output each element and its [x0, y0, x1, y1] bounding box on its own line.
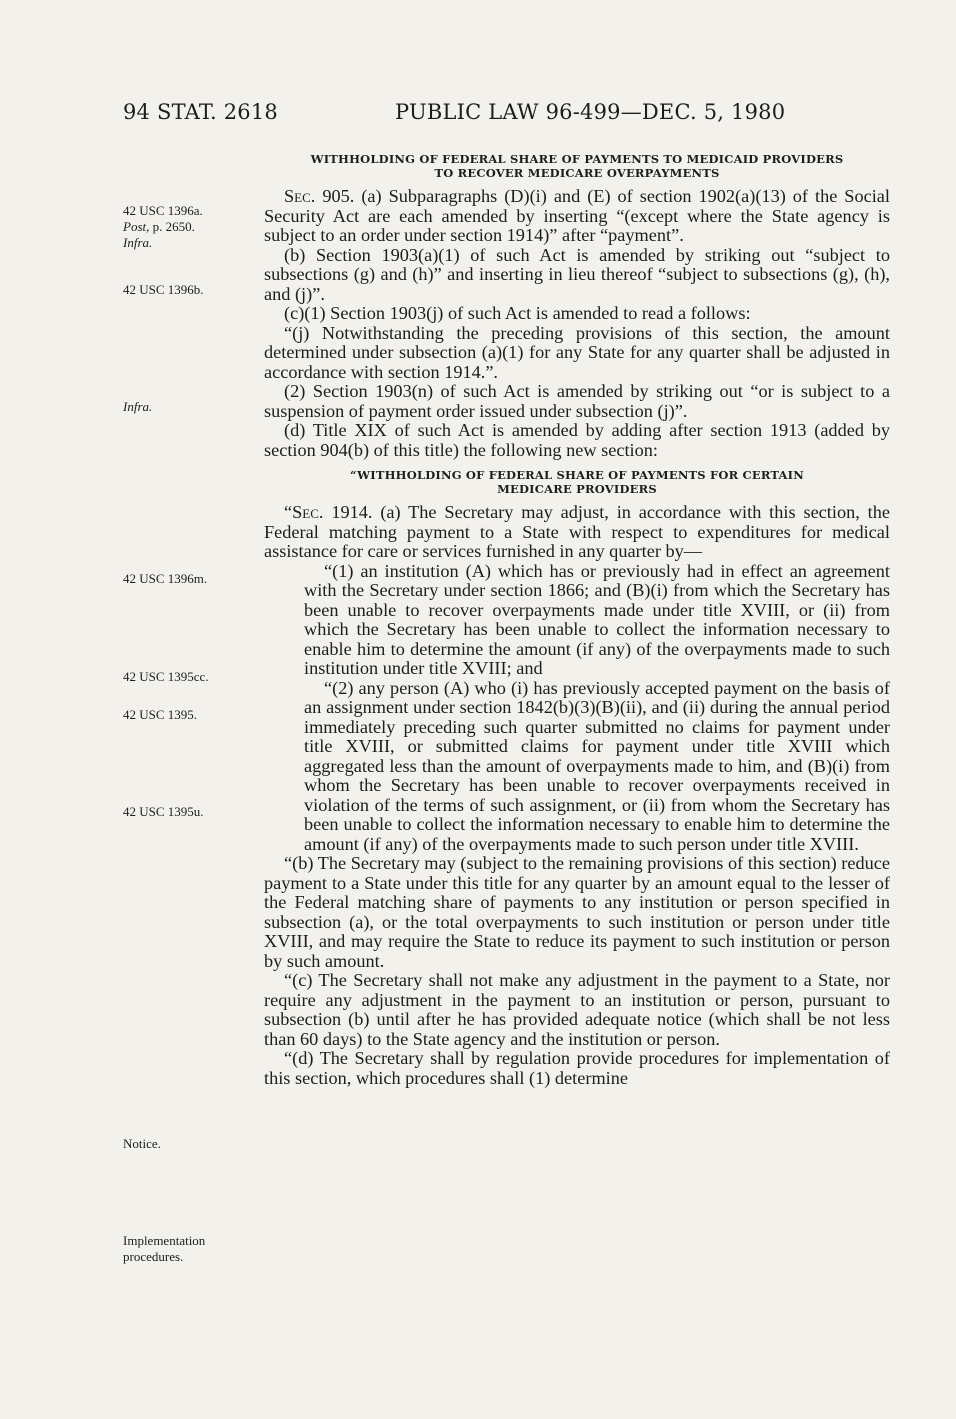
- section-905-paragraph-a: [264, 187, 890, 246]
- section-1914-paragraph-a2: “(2) any person (A) who (i) has previously accepted payment on the basis of an assignment under section 1842(b)(3)(B)(ii), and (ii) during the annual period immediately preceding such quarter submitted no claims for payment under title XVIII, or submitted claims for payment under title XVIII which aggregated less than the amount of overpayments made to him, and (B)(i) from whom the Secretary has been unable to recover overpayments received in violation of the terms of such assignment, or (ii) from whom the Secretary has been unable to collect the information necessary to enable him to determine the amount (if any) of the overpayments made to such person under title XVIII.: [304, 677, 890, 854]
- margin-note-42-usc-1396b: 42 USC 1396b.: [123, 282, 204, 297]
- section-1914-a-text: 1914. (a) The Secretary may adjust, in accordance with this section, the Federal matching payment to a State with respect to expenditures for medical assistance for care or services furnished in any quarter by—: [264, 502, 890, 561]
- margin-note-implementation: Implementation: [123, 1233, 206, 1248]
- margin-note-infra: Infra.: [123, 235, 153, 250]
- margin-note-post: [123, 219, 203, 235]
- statute-body: [264, 152, 890, 1088]
- public-law-reference: PUBLIC LAW 96-499—DEC. 5, 1980: [395, 100, 786, 124]
- section-1914-paragraph-a1: “(1) an institution (A) which has or previously had in effect an agreement with the Secretary under section 1866; and (B)(i) from which the Secretary has been unable to recover overpayments made under title XVIII, or (ii) from which the Secretary has been unable to collect the information necessary to enable him to determine the amount (if any) of the overpayments made to such institution under title XVIII; and: [304, 560, 890, 678]
- margin-note-implementation-procedures: [123, 1233, 205, 1265]
- margin-note-procedures: procedures.: [123, 1249, 184, 1264]
- section-905-paragraph-c1: (c)(1) Section 1903(j) of such Act is amended to read a follows:: [284, 303, 751, 323]
- section-1914-paragraph-a: [264, 503, 890, 562]
- margin-note-usc-1396a: 42 USC 1396a.: [123, 203, 203, 218]
- margin-note-notice: Notice.: [123, 1136, 161, 1151]
- section-1914-paragraph-c: “(c) The Secretary shall not make any adjustment in the payment to a State, nor require any adjustment in the payment to an institution or person, pursuant to subsection (b) until after he has provided adequate notice (which shall be not less than 60 days) to the State agency and the institution or person.: [264, 970, 890, 1049]
- section-1914-paragraph-b: “(b) The Secretary may (subject to the remaining provisions of this section) reduce payment to a State under this title for any quarter by an amount equal to the lesser of the Federal matching share of payments to any institution or person specified in subsection (a), or the total overpayments to such institution or person under title XVIII, and may require the State to reduce its payment to such institution or person by such amount.: [264, 853, 890, 971]
- margin-note-42-usc-1396m: 42 USC 1396m.: [123, 571, 208, 586]
- margin-note-42-usc-1395cc: 42 USC 1395cc.: [123, 669, 209, 684]
- section-1914-paragraph-d: “(d) The Secretary shall by regulation provide procedures for implementation of this section, which procedures shall (1) determine: [264, 1048, 890, 1088]
- sec-label: Sec.: [284, 186, 316, 206]
- margin-note-42-usc-1395u: 42 USC 1395u.: [123, 804, 204, 819]
- section-1914-heading: [264, 468, 890, 496]
- stat-reference: 94 STAT. 2618: [123, 100, 278, 124]
- section-905-paragraph-d: (d) Title XIX of such Act is amended by adding after section 1913 (added by section 904(b) of this title) the following new section:: [264, 420, 890, 460]
- margin-note-infra-2: Infra.: [123, 399, 153, 414]
- section-1914-heading-line1: “WITHHOLDING OF FEDERAL SHARE OF PAYMENTS FOR CERTAIN: [350, 468, 804, 482]
- section-905-heading: [264, 152, 890, 180]
- sec-label-1914: “Sec.: [284, 502, 324, 522]
- section-905-a-text: 905. (a) Subparagraphs (D)(i) and (E) of section 1902(a)(13) of the Social Security Act are each amended by inserting “(except where the State agency is subject to an order under section 1914)” after “payment”.: [264, 186, 890, 245]
- post-label: Post,: [123, 219, 150, 234]
- section-905-heading-line2: TO RECOVER MEDICARE OVERPAYMENTS: [434, 166, 720, 180]
- section-905-paragraph-c1-quote: “(j) Notwithstanding the preceding provisions of this section, the amount determined under subsection (a)(1) for any State for any quarter shall be adjusted in accordance with section 1914.”.: [264, 322, 890, 382]
- post-page: p. 2650.: [149, 219, 195, 234]
- margin-note-42-usc-1396a: [123, 203, 203, 251]
- margin-note-42-usc-1395: 42 USC 1395.: [123, 707, 198, 722]
- section-905-paragraph-c2: (2) Section 1903(n) of such Act is amended by striking out “or is subject to a suspension of payment order issued under subsection (j)”.: [264, 381, 890, 421]
- section-905-heading-line1: WITHHOLDING OF FEDERAL SHARE OF PAYMENTS TO MEDICAID PROVIDERS: [310, 152, 844, 166]
- section-905-paragraph-b: (b) Section 1903(a)(1) of such Act is amended by striking out “subject to subsections (g) and (h)” and inserting in lieu thereof “subject to subsections (g), (h), and (j)”.: [264, 244, 890, 304]
- section-1914-heading-line2: MEDICARE PROVIDERS: [497, 482, 657, 496]
